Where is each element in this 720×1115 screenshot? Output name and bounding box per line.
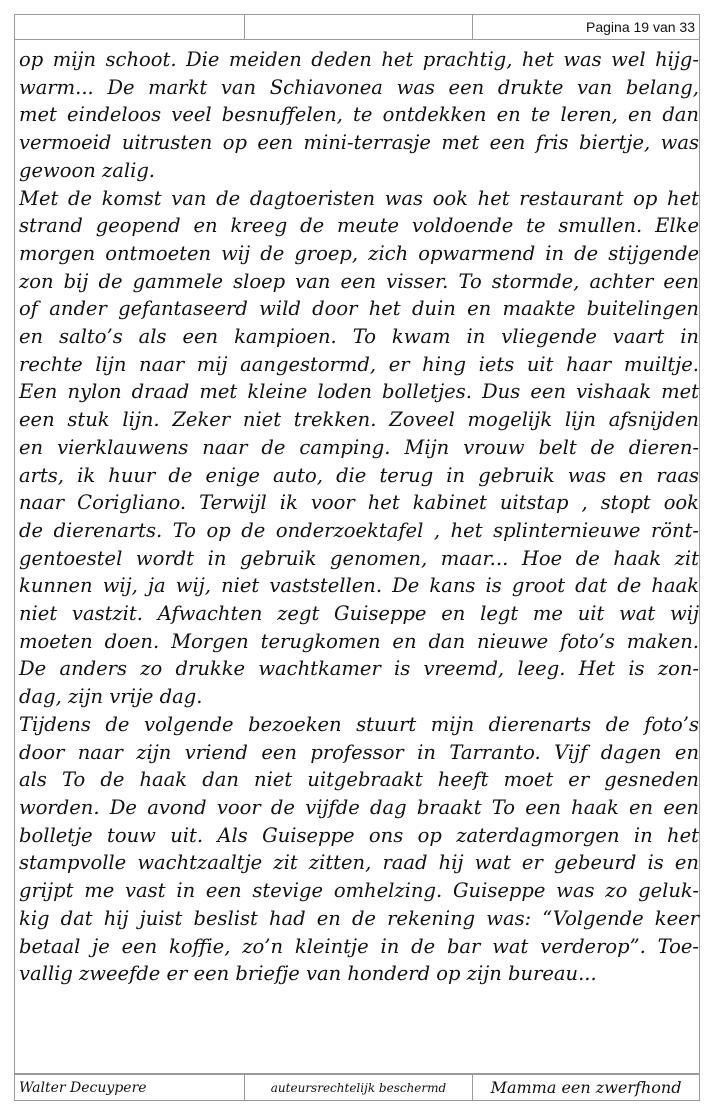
text-line: gentoestel wordt in gebruik genomen, maar... Hoe de haak zit [19, 546, 699, 570]
text-line: vallig zweefde er een briefje van honderd op zijn bureau... [19, 962, 597, 986]
text-line: gewoon zalig. [19, 158, 156, 182]
text-line: bolletje touw uit. Als Guiseppe ons op zaterdagmorgen in het [19, 823, 699, 847]
text-line: Een nylon draad met kleine loden bolletjes. Dus een vishaak met [19, 380, 699, 404]
page-header [14, 14, 700, 40]
footer-author: Walter Decuypere [15, 1075, 245, 1100]
footer-copyright: auteursrechtelijk beschermd [245, 1075, 473, 1100]
text-line: De anders zo drukke wachtkamer is vreemd, leeg. Het is zon- [19, 657, 699, 681]
text-line: stampvolle wachtzaaltje zit zitten, raad hij wat er gebeurd is en [19, 851, 699, 875]
text-line: met eindeloos veel besnuffelen, te ontdekken en te leren, en dan [19, 103, 699, 127]
text-line: Met de komst van de dagtoeristen was ook het restaurant op het [19, 186, 699, 210]
text-line: de dierenarts. To op de onderzoektafel , het splinternieuwe rönt- [19, 518, 699, 542]
text-line: worden. De avond voor de vijfde dag braakt To een haak en een [19, 795, 699, 819]
page-footer [14, 1074, 700, 1101]
page-number-label: Pagina 19 van 33 [586, 19, 695, 35]
text-line: Tijdens de volgende bezoeken stuurt mijn dierenarts de foto’s [19, 712, 699, 736]
text-line: rechte lijn naar mij aangestormd, er hing iets uit haar muiltje. [19, 352, 699, 376]
text-line: arts, ik huur de enige auto, die terug in gebruik was en raas [19, 463, 699, 487]
text-line: door naar zijn vriend een professor in Tarranto. Vijf dagen en [19, 740, 699, 764]
text-line: een stuk lijn. Zeker niet trekken. Zoveel mogelijk lijn afsnijden [19, 408, 699, 432]
text-line: kig dat hij juist beslist had en de rekening was: “Volgende keer [19, 906, 699, 930]
text-line: betaal je een koffie, zo’n kleintje in de bar wat verderop”. Toe- [19, 934, 699, 958]
text-line: kunnen wij, ja wij, niet vaststellen. De kans is groot dat de haak [19, 574, 699, 598]
text-line: zon bij de gammele sloep van een visser. To stormde, achter een [19, 269, 699, 293]
text-line: vermoeid uitrusten op een mini-terrasje met een fris biertje, was [19, 131, 699, 155]
text-line: naar Corigliano. Terwijl ik voor het kabinet uitstap , stopt ook [19, 491, 699, 515]
text-line: warm... De markt van Schiavonea was een drukte van belang, [19, 75, 699, 99]
text-line: grijpt me vast in een stevige omhelzing. Guiseppe was zo geluk- [19, 879, 699, 903]
text-line: en vierklauwens naar de camping. Mijn vrouw belt de dieren- [19, 435, 699, 459]
header-cell-empty-middle [245, 15, 473, 39]
text-line: morgen ontmoeten wij de groep, zich opwarmend in de stijgende [19, 241, 699, 265]
text-line: strand geopend en kreeg de meute voldoende te smullen. Elke [19, 214, 699, 238]
text-line: als To de haak dan niet uitgebraakt heeft moet er gesneden [19, 768, 699, 792]
header-cell-empty-left [15, 15, 245, 39]
text-line: op mijn schoot. Die meiden deden het prachtig, het was wel hijg- [19, 48, 699, 71]
text-line: en salto’s als een kampioen. To kwam in vliegende vaart in [19, 325, 699, 349]
text-line: dag, zijn vrije dag. [19, 685, 203, 709]
text-line: niet vastzit. Afwachten zegt Guiseppe en legt me uit wat wij [19, 602, 699, 626]
text-line: of ander gefantaseerd wild door het duin en maakte buitelingen [19, 297, 699, 321]
footer-book-title: Mamma een zwerfhond [490, 1078, 682, 1097]
text-line: moeten doen. Morgen terugkomen en dan nieuwe foto’s maken. [19, 629, 699, 653]
body-text [19, 46, 699, 988]
